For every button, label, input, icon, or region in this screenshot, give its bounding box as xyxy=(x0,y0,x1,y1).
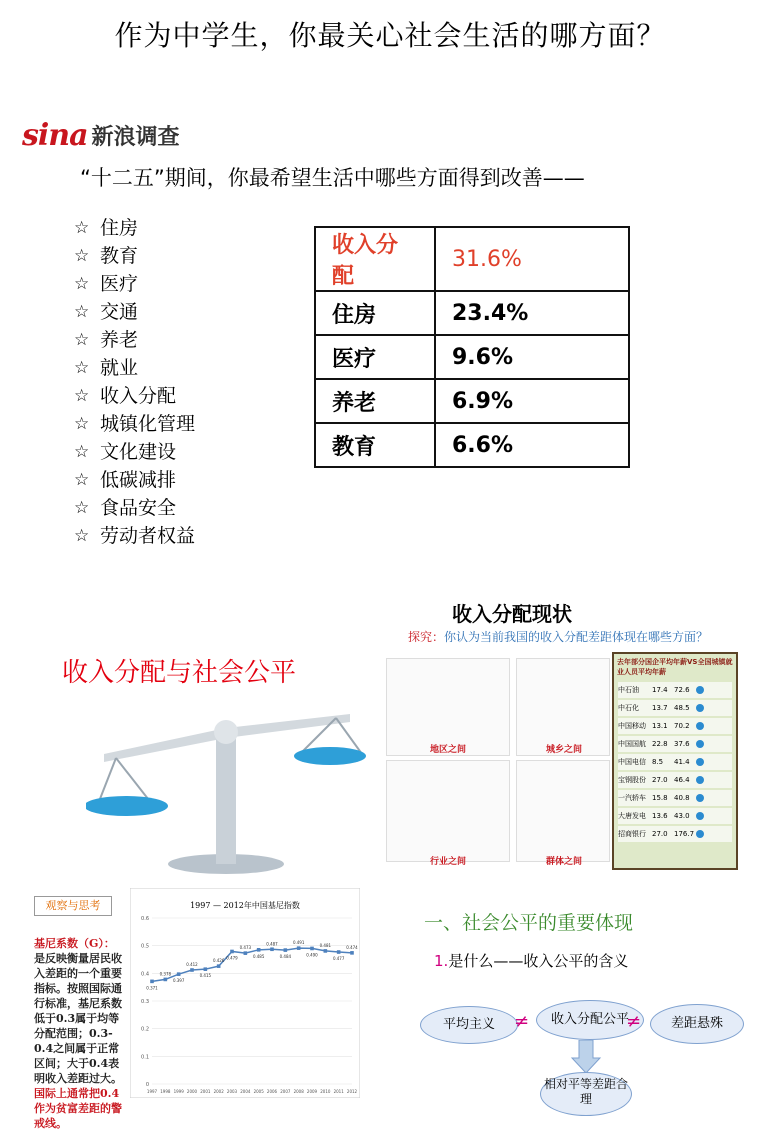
data-label: 0.378 xyxy=(159,971,172,977)
node-fair-distribution: 收入分配公平 xyxy=(536,1000,644,1040)
data-label: 0.481 xyxy=(319,942,332,948)
survey-question: “十二五”期间，你最希望生活中哪些方面得到改善—— xyxy=(80,166,585,190)
wage-row xyxy=(618,718,732,734)
data-label: 0.487 xyxy=(266,941,278,947)
data-label: 0.484 xyxy=(279,954,292,960)
probe-key: 探究： xyxy=(408,630,445,644)
gini-definition: 是反映衡量居民收入差距的一个重要指标。按照国际通行标准，基尼系数低于0.3属于均等分配范围；0.3-0.4之间属于正常区间；大于0.4表明收入差距过大。 xyxy=(34,952,122,1085)
option-label: 教育 xyxy=(100,245,139,267)
result-value: 6.9% xyxy=(435,379,629,423)
wage-cell-a: 13.6 xyxy=(652,812,668,820)
result-label: 养老 xyxy=(315,379,435,423)
x-tick-label: 2011 xyxy=(333,1089,344,1094)
list-item xyxy=(74,354,195,382)
wage-row xyxy=(618,826,732,842)
x-tick-label: 2007 xyxy=(280,1089,291,1094)
data-point xyxy=(230,950,234,954)
wage-cell-b: 176.7 xyxy=(674,830,695,838)
dot-icon xyxy=(696,758,704,766)
x-tick-label: 2004 xyxy=(240,1089,251,1094)
star-icon: ☆ xyxy=(74,414,90,434)
observe-label: 观察与思考 xyxy=(34,896,112,916)
star-icon: ☆ xyxy=(74,302,90,322)
sina-survey-logo xyxy=(22,118,180,153)
chart-frame xyxy=(130,888,360,1098)
wage-table xyxy=(612,652,738,870)
wage-row xyxy=(618,808,732,824)
panel-title: 收入分配现状 xyxy=(452,602,572,626)
dot-icon xyxy=(696,686,704,694)
x-tick-label: 2000 xyxy=(186,1089,198,1094)
x-tick-label: 2008 xyxy=(293,1089,304,1094)
data-point xyxy=(217,964,221,968)
data-point xyxy=(270,947,274,951)
star-icon: ☆ xyxy=(74,246,90,266)
dot-icon xyxy=(696,812,704,820)
wage-cell-name: 中国国航 xyxy=(618,740,646,748)
wage-cell-b: 48.5 xyxy=(674,704,690,712)
option-label: 住房 xyxy=(100,217,139,239)
option-label: 交通 xyxy=(100,301,139,323)
result-label: 教育 xyxy=(315,423,435,467)
list-item xyxy=(74,522,195,550)
sina-survey-label: 新浪调查 xyxy=(91,125,180,150)
x-tick-label: 1997 xyxy=(146,1089,158,1094)
wage-cell-b: 43.0 xyxy=(674,812,690,820)
wage-row xyxy=(618,700,732,716)
y-tick-label: 0 xyxy=(145,1082,149,1088)
result-label: 医疗 xyxy=(315,335,435,379)
fairness-heading: 一、社会公平的重要体现 xyxy=(424,912,634,934)
wage-cell-name: 大唐发电 xyxy=(618,812,646,820)
section-title: 收入分配与社会公平 xyxy=(62,658,297,688)
star-icon: ☆ xyxy=(74,274,90,294)
gini-lead: 基尼系数（G）： xyxy=(34,937,115,950)
wage-cell-b: 72.6 xyxy=(674,686,690,694)
wage-cell-name: 中国移动 xyxy=(618,722,646,730)
data-point xyxy=(257,948,261,952)
star-icon: ☆ xyxy=(74,526,90,546)
not-equal-icon: ≠ xyxy=(626,1011,642,1032)
option-label: 医疗 xyxy=(100,273,139,295)
option-label: 食品安全 xyxy=(100,497,177,519)
option-label: 劳动者权益 xyxy=(100,525,196,547)
fairness-subheading xyxy=(434,950,628,971)
x-tick-label: 2010 xyxy=(320,1089,331,1094)
table-row xyxy=(315,379,629,423)
star-icon: ☆ xyxy=(74,386,90,406)
data-label: 0.477 xyxy=(332,956,345,962)
star-icon: ☆ xyxy=(74,218,90,238)
x-tick-label: 2003 xyxy=(226,1089,238,1094)
y-tick-label: 0.2 xyxy=(141,1026,149,1033)
wage-cell-a: 8.5 xyxy=(652,758,664,766)
data-label: 0.473 xyxy=(239,945,252,951)
data-point xyxy=(310,947,314,951)
y-tick-label: 0.4 xyxy=(141,971,149,978)
wage-row xyxy=(618,736,732,752)
dot-icon xyxy=(696,722,704,730)
cartoon-label: 群体之间 xyxy=(546,857,583,867)
x-tick-label: 2009 xyxy=(306,1089,318,1094)
list-item xyxy=(74,298,195,326)
x-tick-label: 2002 xyxy=(213,1089,224,1094)
option-list xyxy=(74,214,195,550)
wage-cell-name: 一汽轿车 xyxy=(618,794,646,802)
option-label: 文化建设 xyxy=(100,441,177,463)
data-point xyxy=(324,949,328,953)
wage-cell-name: 招商银行 xyxy=(618,830,646,838)
node-large-gap: 差距悬殊 xyxy=(650,1004,744,1044)
chart-title: 1997 — 2012年中国基尼指数 xyxy=(190,901,300,910)
wage-cell-b: 40.8 xyxy=(674,794,690,802)
data-point xyxy=(190,968,194,972)
y-tick-label: 0.5 xyxy=(141,943,149,950)
data-point xyxy=(177,972,181,976)
result-label: 收入分配 xyxy=(315,227,435,291)
sub-number: 1. xyxy=(434,952,449,970)
y-tick-label: 0.3 xyxy=(141,999,149,1005)
wage-cell-a: 17.4 xyxy=(652,686,668,694)
data-label: 0.412 xyxy=(186,962,198,968)
list-item xyxy=(74,382,195,410)
x-tick-label: 1998 xyxy=(160,1089,171,1094)
node-egalitarianism: 平均主义 xyxy=(420,1006,518,1044)
data-label: 0.371 xyxy=(146,985,158,991)
data-point xyxy=(164,978,168,982)
star-icon: ☆ xyxy=(74,358,90,378)
x-tick-label: 2001 xyxy=(200,1089,211,1094)
page-title: 作为中学生，你最关心社会生活的哪方面？ xyxy=(114,19,666,52)
table-row xyxy=(315,423,629,467)
dot-icon xyxy=(696,776,704,784)
wage-cell-a: 27.0 xyxy=(652,830,668,838)
list-item xyxy=(74,410,195,438)
arrow-down-icon xyxy=(570,1040,602,1074)
data-point xyxy=(244,951,248,955)
balance-scale-icon xyxy=(86,688,366,878)
data-point xyxy=(297,946,301,950)
star-icon: ☆ xyxy=(74,330,90,350)
cartoon-industry xyxy=(386,760,510,862)
table-row xyxy=(315,227,629,291)
option-label: 城镇化管理 xyxy=(100,413,196,435)
node-relative-equality: 相对平等差距合理 xyxy=(540,1072,632,1116)
cartoon-label: 地区之间 xyxy=(430,745,467,755)
data-point xyxy=(150,980,154,984)
data-label: 0.426 xyxy=(212,958,225,964)
cartoon-groups xyxy=(516,760,610,862)
dot-icon xyxy=(696,704,704,712)
wage-cell-b: 37.6 xyxy=(674,740,690,748)
result-value: 6.6% xyxy=(435,423,629,467)
wage-cell-a: 27.0 xyxy=(652,776,668,784)
sub-text: 是什么——收入公平的含义 xyxy=(448,952,629,970)
star-icon: ☆ xyxy=(74,470,90,490)
list-item xyxy=(74,270,195,298)
gini-warning: 国际上通常把0.4作为贫富差距的警戒线。 xyxy=(34,1087,122,1130)
wage-cell-a: 13.1 xyxy=(652,722,668,730)
probe-question xyxy=(408,628,708,645)
wage-cell-name: 宝钢股份 xyxy=(618,776,646,784)
not-equal-icon: ≠ xyxy=(514,1011,530,1032)
wage-cell-a: 13.7 xyxy=(652,704,668,712)
x-tick-label: 2006 xyxy=(266,1089,278,1094)
list-item xyxy=(74,326,195,354)
y-tick-label: 0.6 xyxy=(141,916,149,922)
star-icon: ☆ xyxy=(74,442,90,462)
data-point xyxy=(284,948,288,952)
wage-row xyxy=(618,790,732,806)
income-gap-collage xyxy=(386,650,764,870)
table-row xyxy=(315,335,629,379)
data-label: 0.474 xyxy=(346,944,358,950)
survey-result-table xyxy=(314,226,630,468)
result-value: 31.6% xyxy=(435,227,629,291)
gini-chart xyxy=(130,888,360,1098)
x-tick-label: 2005 xyxy=(253,1089,264,1094)
wage-row xyxy=(618,772,732,788)
wage-cell-name: 中石化 xyxy=(618,704,639,712)
option-label: 养老 xyxy=(100,329,139,351)
list-item xyxy=(74,438,195,466)
option-label: 低碳减排 xyxy=(100,469,177,491)
wage-cell-name: 中国电信 xyxy=(618,758,646,766)
data-label: 0.490 xyxy=(306,952,318,958)
result-value: 9.6% xyxy=(435,335,629,379)
data-point xyxy=(350,951,354,955)
dot-icon xyxy=(696,794,704,802)
wage-cell-b: 46.4 xyxy=(674,776,690,784)
wage-cell-a: 22.8 xyxy=(652,740,668,748)
probe-text: 你认为当前我国的收入分配差距体现在哪些方面？ xyxy=(444,630,709,644)
cartoon-label: 城乡之间 xyxy=(546,745,583,755)
result-label: 住房 xyxy=(315,291,435,335)
wage-cell-a: 15.8 xyxy=(652,794,668,802)
wage-row xyxy=(618,682,732,698)
wage-cell-name: 中石油 xyxy=(618,686,639,694)
data-label: 0.397 xyxy=(172,978,185,984)
wage-cell-b: 70.2 xyxy=(674,722,690,730)
wage-table-header: 去年部分国企平均年薪VS全国城镇就业人员平均年薪 xyxy=(617,658,733,676)
sina-brand: sina xyxy=(22,118,88,153)
cartoon-label: 行业之间 xyxy=(430,857,467,867)
option-label: 收入分配 xyxy=(100,385,177,407)
table-row xyxy=(315,291,629,335)
result-value: 23.4% xyxy=(435,291,629,335)
list-item xyxy=(74,214,195,242)
dot-icon xyxy=(696,830,704,838)
data-label: 0.479 xyxy=(226,955,238,961)
y-tick-label: 0.1 xyxy=(141,1054,149,1061)
data-label: 0.491 xyxy=(292,940,305,946)
data-label: 0.415 xyxy=(199,973,212,979)
data-point xyxy=(337,950,341,954)
star-icon: ☆ xyxy=(74,498,90,518)
wage-row xyxy=(618,754,732,770)
data-point xyxy=(204,967,208,971)
list-item xyxy=(74,466,195,494)
x-tick-label: 2012 xyxy=(346,1089,358,1094)
dot-icon xyxy=(696,740,704,748)
list-item xyxy=(74,242,195,270)
data-label: 0.485 xyxy=(252,953,265,959)
x-tick-label: 1999 xyxy=(173,1089,184,1094)
list-item xyxy=(74,494,195,522)
option-label: 就业 xyxy=(100,357,139,379)
wage-cell-b: 41.4 xyxy=(674,758,690,766)
